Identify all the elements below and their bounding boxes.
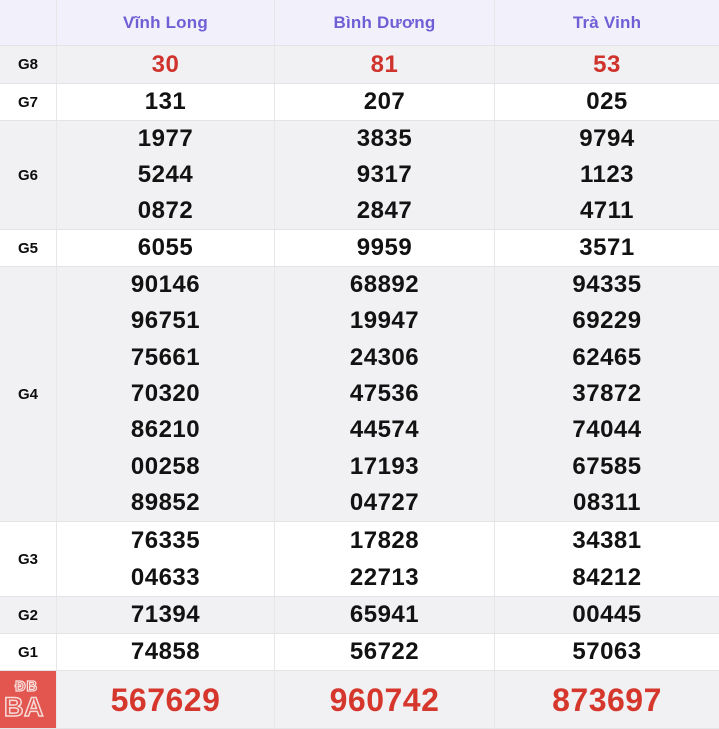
prize-number: 9317 [356,161,413,188]
prize-cell-g8-col1 [57,46,275,84]
prize-number: 67585 [572,452,642,480]
column-header-tra-vinh: Trà Vinh [495,0,719,46]
prize-number: 71394 [130,601,201,628]
prize-number: 131 [144,88,187,115]
prize-number: 94335 [572,271,642,299]
prize-number: 47536 [349,379,420,407]
prize-cell-g5-col1 [57,230,275,267]
prize-number: 00445 [572,601,642,628]
prize-number: 2847 [356,197,413,224]
prize-number: 9794 [579,125,635,152]
prize-number: 65941 [349,601,420,628]
prize-cell-db-col2 [275,671,495,729]
prize-number: 70320 [130,379,201,407]
prize-number: 24306 [349,343,420,371]
column-header-binh-duong: Bình Dương [275,0,495,46]
watermark-text: BA [4,692,44,722]
prize-cell-g5-col3 [495,230,719,267]
row-label-g8: G8 [0,46,57,84]
prize-number: 025 [586,88,628,115]
prize-number: 56722 [349,638,420,665]
prize-number: 9959 [356,234,413,261]
prize-cell-g7-col2 [275,84,495,121]
prize-cell-g1-col1 [57,634,275,671]
prize-cell-g3-col3 [495,522,719,597]
prize-number: 207 [363,88,406,115]
prize-number: 90146 [130,271,201,299]
row-label-g7: G7 [0,84,57,121]
prize-number: 567629 [110,681,221,718]
prize-number: 17828 [349,526,420,554]
prize-cell-g1-col3 [495,634,719,671]
prize-number: 96751 [130,307,201,335]
prize-cell-g4-col2 [275,267,495,522]
prize-cell-g7-col1 [57,84,275,121]
row-label-g6: G6 [0,121,57,230]
column-header-vinh-long: Vĩnh Long [57,0,275,46]
prize-number: 04633 [130,563,201,591]
prize-cell-g1-col2 [275,634,495,671]
row-label-g1: G1 [0,634,57,671]
prize-cell-g8-col3 [495,46,719,84]
prize-number: 69229 [572,307,642,335]
prize-number: 960742 [329,681,440,718]
prize-number: 44574 [349,416,420,444]
prize-cell-g6-col3 [495,121,719,230]
prize-cell-g5-col2 [275,230,495,267]
row-label-db [0,671,57,729]
prize-number: 3835 [356,125,413,152]
prize-cell-g7-col3 [495,84,719,121]
prize-cell-g3-col1 [57,522,275,597]
prize-number: 30 [151,50,180,78]
prize-number: 5244 [137,161,194,188]
prize-number: 19947 [349,307,420,335]
prize-cell-g6-col1 [57,121,275,230]
prize-number: 22713 [349,563,420,591]
prize-number: 4711 [579,197,635,224]
prize-number: 17193 [349,452,420,480]
prize-number: 74044 [572,416,642,444]
prize-number: 37872 [572,379,642,407]
prize-number: 74858 [130,638,201,665]
prize-cell-g2-col3 [495,597,719,634]
prize-number: 873697 [552,681,662,718]
prize-cell-g6-col2 [275,121,495,230]
prize-number: 3571 [579,234,635,261]
prize-cell-g4-col3 [495,267,719,522]
header-corner-cell [0,0,57,46]
prize-number: 34381 [572,526,642,554]
prize-cell-db-col1 [57,671,275,729]
row-label-g3: G3 [0,522,57,597]
prize-number: 0872 [137,197,194,224]
prize-cell-g2-col2 [275,597,495,634]
prize-cell-g3-col2 [275,522,495,597]
prize-number: 00258 [130,452,201,480]
prize-number: 1977 [137,125,194,152]
prize-cell-db-col3 [495,671,719,729]
prize-number: 86210 [130,416,201,444]
prize-number: 68892 [349,271,420,299]
prize-number: 76335 [130,526,201,554]
prize-number: 81 [370,50,399,78]
prize-number: 08311 [573,488,641,516]
prize-cell-g4-col1 [57,267,275,522]
prize-number: 1123 [579,161,635,188]
row-label-g5: G5 [0,230,57,267]
prize-number: 84212 [572,563,642,591]
prize-number: 75661 [130,343,201,371]
row-label-g2: G2 [0,597,57,634]
prize-number: 53 [593,50,621,78]
prize-cell-g8-col2 [275,46,495,84]
prize-number: 62465 [572,343,642,371]
prize-number: 6055 [137,234,194,261]
prize-cell-g2-col1 [57,597,275,634]
row-label-g4: G4 [0,267,57,522]
prize-number: 04727 [349,488,420,516]
prize-number: 57063 [572,638,642,665]
prize-number: 89852 [130,488,201,516]
db-label: ĐB [15,678,38,695]
